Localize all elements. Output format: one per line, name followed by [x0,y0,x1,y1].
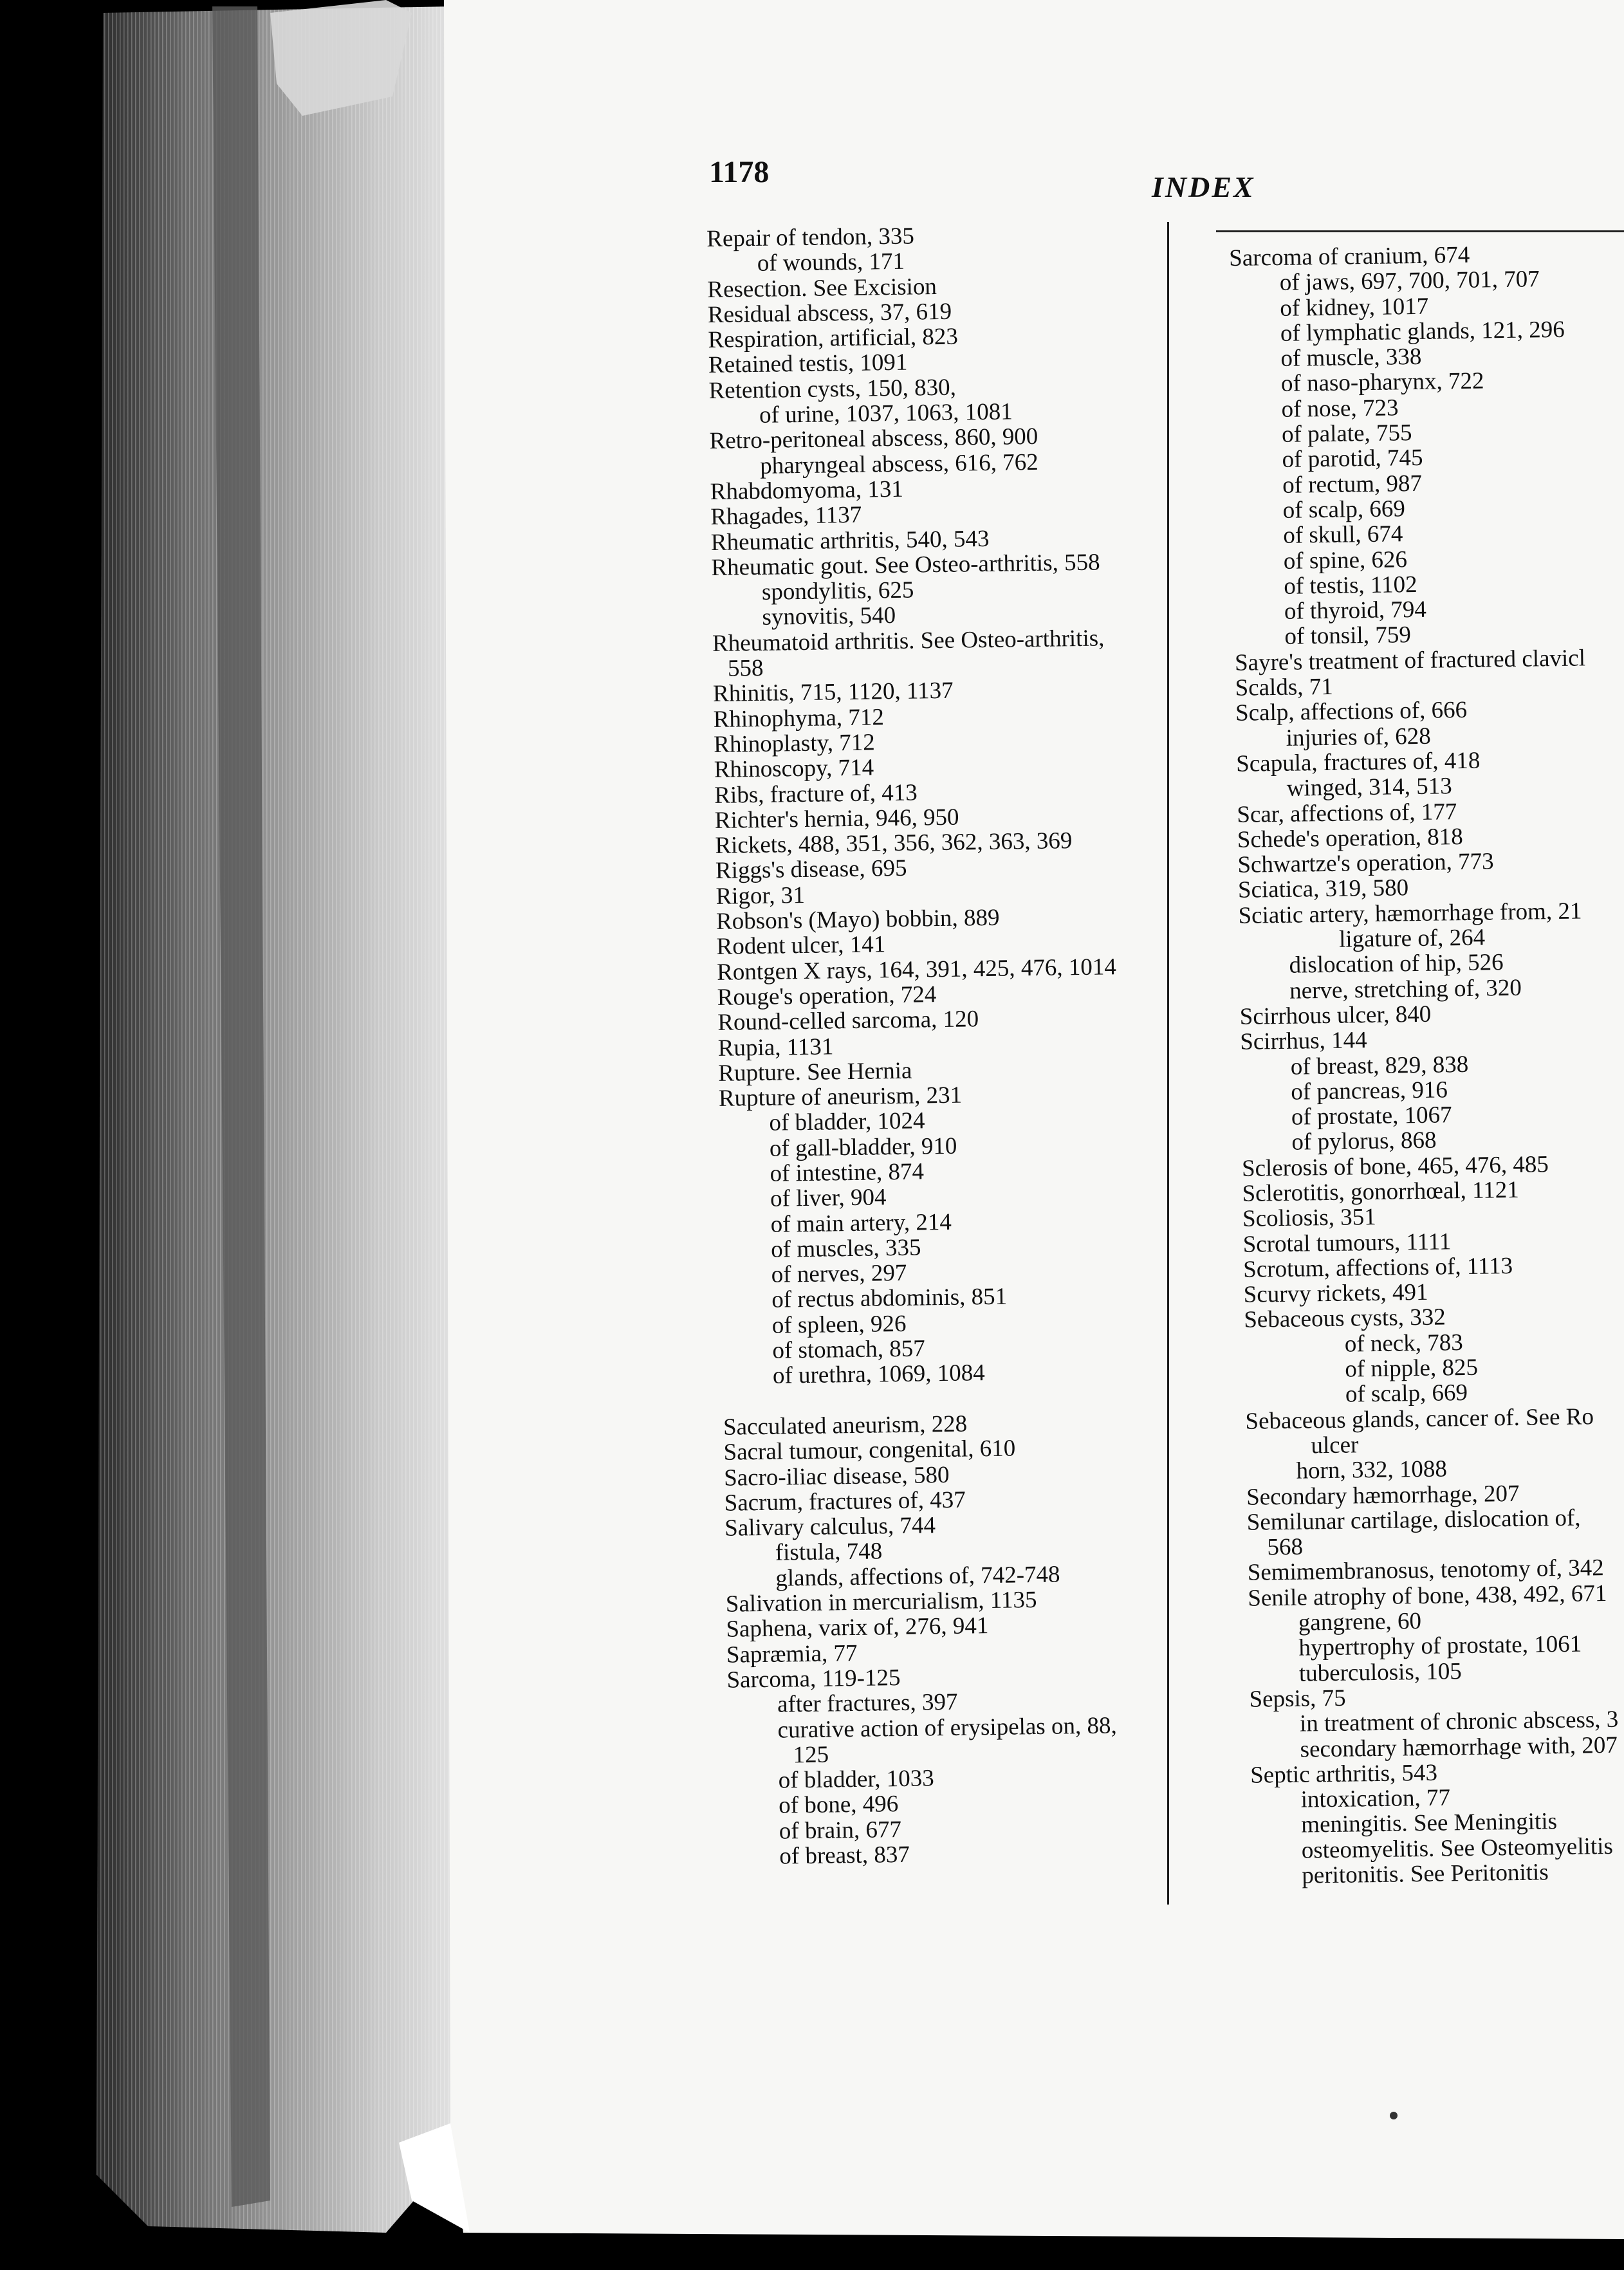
index-entry: Sciatic artery, hæmorrhage from, 21 [1238,898,1582,929]
running-head: INDEX [1152,171,1255,203]
index-entry: of neck, 783 [1344,1329,1464,1358]
index-page [438,0,1624,2270]
index-entry: Scurvy rickets, 491 [1243,1279,1428,1309]
index-entry: nerve, stretching of, 320 [1289,974,1522,1004]
index-column-right [1229,237,1624,1889]
index-entry: Scoliosis, 351 [1242,1204,1377,1233]
index-entry: of nose, 723 [1281,394,1399,423]
index-entry: Sarcoma, 119-125 [726,1664,901,1693]
index-entry: Retained testis, 1091 [708,349,908,379]
index-entry: of kidney, 1017 [1280,293,1429,322]
index-entry: winged, 314, 513 [1286,773,1452,802]
index-entry: glands, affections of, 742-748 [775,1561,1060,1592]
index-entry: Sebaceous cysts, 332 [1244,1304,1446,1334]
index-entry: Rhinophyma, 712 [713,703,885,733]
index-entry: ulcer [1311,1432,1359,1459]
index-entry: fistula, 748 [775,1538,883,1567]
header-rule [1216,230,1624,232]
index-entry: in treatment of chronic abscess, 3 [1299,1706,1619,1737]
index-entry: Sclerotitis, gonorrhœal, 1121 [1242,1176,1520,1207]
index-entry: Richter's hernia, 946, 950 [714,804,959,834]
index-entry: Salivation in mercurialism, 1135 [725,1587,1037,1618]
index-entry: of urine, 1037, 1063, 1081 [759,398,1013,429]
index-entry: Sapræmia, 77 [726,1639,858,1668]
index-entry: Semilunar cartilage, dislocation of, [1246,1504,1581,1536]
index-entry: of pylorus, 868 [1291,1127,1437,1156]
index-entry: of parotid, 745 [1282,445,1423,474]
index-column-left [706,220,1193,1870]
index-entry: osteomyelitis. See Osteomyelitis [1301,1832,1614,1864]
index-entry: Riggs's disease, 695 [715,855,907,885]
index-entry: Schwartze's operation, 773 [1237,848,1494,879]
index-entry: Rhagades, 1137 [710,501,862,531]
index-entry: Sclerosis of bone, 465, 476, 485 [1241,1150,1549,1182]
index-entry: dislocation of hip, 526 [1289,949,1504,979]
index-entry: Rhabdomyoma, 131 [710,475,904,505]
index-entry: of naso-pharynx, 722 [1280,367,1484,398]
index-entry: of skull, 674 [1283,521,1403,549]
page-number: 1178 [709,155,770,189]
index-entry: Sacculated aneurism, 228 [723,1410,968,1441]
index-entry: pharyngeal abscess, 616, 762 [759,448,1039,479]
index-entry: synovitis, 540 [762,602,896,631]
index-entry: Scrotal tumours, 1111 [1242,1228,1452,1258]
index-entry: curative action of erysipelas on, 88, [777,1712,1117,1744]
index-entry: of scalp, 669 [1282,495,1406,524]
index-entry: Rhinoplasty, 712 [713,729,875,758]
index-entry: gangrene, 60 [1298,1608,1422,1636]
index-entry: Retention cysts, 150, 830, [708,374,957,404]
index-entry: spondylitis, 625 [761,577,914,606]
index-entry: of rectum, 987 [1282,470,1423,499]
index-entry: Rupture of aneurism, 231 [718,1082,963,1112]
index-entry: Secondary hæmorrhage, 207 [1246,1480,1520,1511]
index-entry: Scalds, 71 [1235,673,1333,701]
index-entry: Sepsis, 75 [1249,1684,1346,1713]
index-entry: Scar, affections of, 177 [1237,798,1457,828]
index-entry: Sarcoma of cranium, 674 [1228,241,1470,272]
index-entry: Rodent ulcer, 141 [716,931,886,961]
index-entry: Sacrum, fractures of, 437 [724,1486,966,1517]
index-entry: of tonsil, 759 [1284,622,1412,651]
index-entry: 558 [727,654,764,682]
index-entry: Respiration, artificial, 823 [708,323,959,354]
index-entry: Resection. See Excision [707,273,937,303]
index-entry: Rigor, 31 [715,881,806,910]
index-entry: Scirrhous ulcer, 840 [1239,1001,1432,1030]
index-entry: peritonitis. See Peritonitis [1302,1859,1549,1889]
index-entry: secondary hæmorrhage with, 207 [1300,1731,1618,1763]
index-entry: of nipple, 825 [1345,1354,1479,1383]
index-entry: Rickets, 488, 351, 356, 362, 363, 369 [715,827,1073,860]
index-entry: Round-celled sarcoma, 120 [717,1006,979,1037]
index-entry: Senile atrophy of bone, 438, 492, 671 [1248,1580,1607,1612]
index-entry: hypertrophy of prostate, 1061 [1298,1630,1582,1662]
index-entry: of wounds, 171 [757,248,905,277]
index-entry: of testis, 1102 [1284,571,1417,600]
index-entry: of intestine, 874 [770,1158,925,1187]
page-speck [1390,2112,1398,2119]
index-entry: Rupia, 1131 [717,1033,834,1062]
index-entry: of brain, 677 [779,1816,902,1845]
index-entry: Rupture. See Hernia [718,1057,912,1087]
index-entry: Scrotum, affections of, 1113 [1242,1252,1513,1283]
index-entry: of gall-bladder, 910 [769,1132,957,1162]
index-entry: of palate, 755 [1281,420,1412,448]
index-entry: of stomach, 857 [772,1335,926,1364]
index-entry: of urethra, 1069, 1084 [772,1360,986,1390]
index-entry: 125 [793,1741,829,1769]
index-entry: of jaws, 697, 700, 701, 707 [1279,266,1540,297]
index-entry: Sacro-iliac disease, 580 [723,1461,950,1491]
index-entry: Schede's operation, 818 [1237,823,1464,853]
index-entry: of muscles, 335 [770,1234,921,1263]
index-entry: of bladder, 1033 [778,1765,935,1794]
index-entry: Rontgen X rays, 164, 391, 425, 476, 1014 [716,953,1117,986]
index-entry: meningitis. See Meningitis [1300,1808,1558,1839]
index-entry: Rhinitis, 715, 1120, 1137 [712,678,954,708]
index-entry: Salivary calculus, 744 [724,1512,936,1542]
index-entry: of bone, 496 [778,1791,899,1820]
index-entry: Rheumatic arthritis, 540, 543 [710,525,990,556]
index-entry: of breast, 829, 838 [1290,1051,1469,1080]
index-entry: of liver, 904 [770,1184,887,1213]
index-entry: injuries of, 628 [1286,723,1432,752]
index-entry: Rhinoscopy, 714 [714,754,874,784]
index-entry: Sayre's treatment of fractured clavicl [1234,645,1586,676]
index-entry: Robson's (Mayo) bobbin, 889 [715,904,1000,935]
index-entry: Repair of tendon, 335 [706,223,915,252]
index-entry: of scalp, 669 [1345,1380,1468,1408]
index-entry: Semimembranosus, tenotomy of, 342 [1247,1555,1604,1587]
index-entry: Sciatica, 319, 580 [1237,874,1409,904]
index-entry: Rheumatoid arthritis. See Osteo-arthritis, [712,625,1105,657]
index-entry: Sebaceous glands, cancer of. See Ro [1245,1403,1594,1435]
index-entry: Retro-peritoneal abscess, 860, 900 [709,423,1038,455]
index-entry: Septic arthritis, 543 [1250,1759,1438,1789]
index-entry: of spleen, 926 [771,1310,907,1339]
index-entry: of lymphatic glands, 121, 296 [1280,316,1565,347]
index-entry: Scirrhus, 144 [1239,1027,1367,1056]
index-entry: of pancreas, 916 [1291,1076,1448,1105]
index-entry: of breast, 837 [779,1841,910,1870]
index-entry: of main artery, 214 [770,1208,952,1238]
index-entry: horn, 332, 1088 [1296,1455,1448,1484]
index-entry: of muscle, 338 [1280,344,1422,373]
index-entry: Scapula, fractures of, 418 [1235,747,1481,777]
index-entry: of bladder, 1024 [769,1107,925,1137]
index-entry: Rouge's operation, 724 [717,981,937,1011]
index-entry: Ribs, fracture of, 413 [714,779,918,809]
index-entry: Rheumatic gout. See Osteo-arthritis, 558 [711,549,1100,581]
index-entry: of rectus abdominis, 851 [771,1284,1008,1314]
index-entry: of thyroid, 794 [1284,596,1427,625]
index-entry: of nerves, 297 [771,1259,907,1288]
index-entry: of spine, 626 [1283,546,1408,575]
index-entry: Saphena, varix of, 276, 941 [726,1612,989,1643]
index-entry: Residual abscess, 37, 619 [707,298,952,328]
index-entry: intoxication, 77 [1300,1784,1451,1813]
index-entry: Sacral tumour, congenital, 610 [723,1435,1016,1466]
index-entry: 568 [1267,1533,1304,1561]
index-entry: Scalp, affections of, 666 [1235,697,1468,727]
index-entry: tuberculosis, 105 [1298,1657,1463,1687]
index-entry: ligature of, 264 [1338,924,1486,953]
index-entry: of prostate, 1067 [1291,1102,1452,1130]
index-entry: after fractures, 397 [777,1688,958,1718]
